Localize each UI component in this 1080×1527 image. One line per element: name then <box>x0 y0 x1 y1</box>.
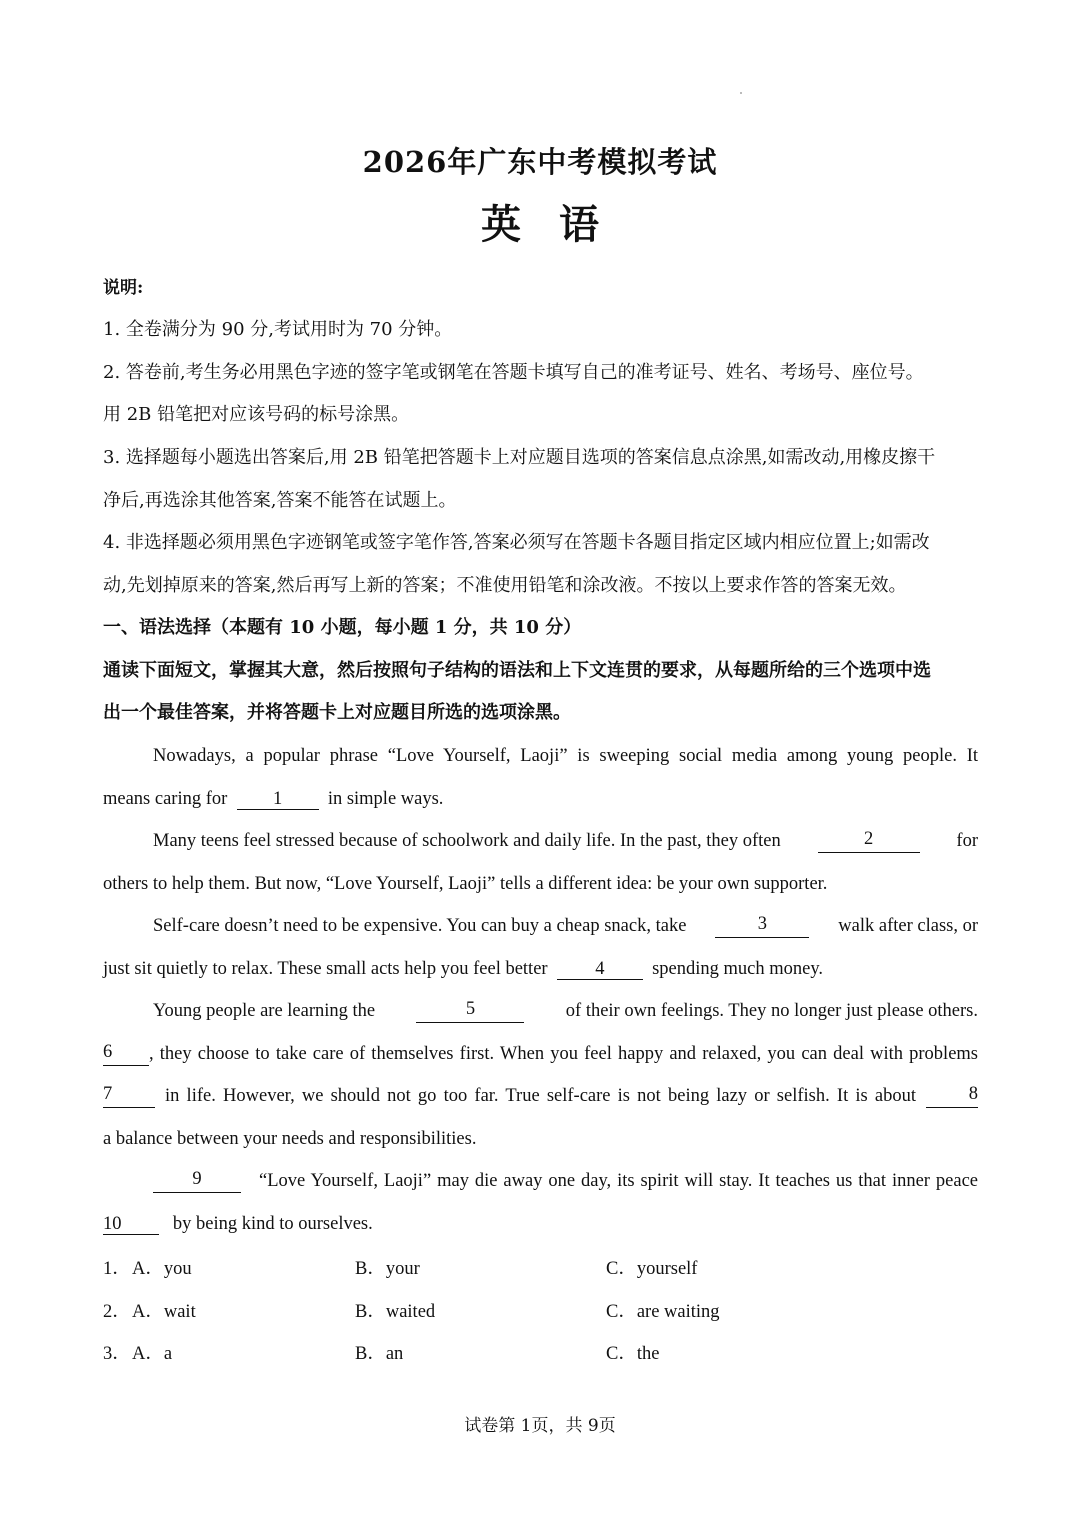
option-a[interactable]: A．a <box>132 1344 173 1364</box>
passage-p2-line-1: Many teens feel stressed because of schoolwork and daily life. In the past, they often 2 for <box>153 829 978 851</box>
instruction-1: 1. 全卷满分为 90 分,考试用时为 70 分钟。 <box>103 319 453 340</box>
option-b[interactable]: B．waited <box>355 1302 436 1322</box>
blank-7: 7 <box>103 1084 155 1108</box>
option-b[interactable]: B．your <box>355 1259 420 1279</box>
instructions-heading: 说明: <box>103 278 144 298</box>
question-number: 1． <box>103 1259 131 1279</box>
passage-p4-line-4: a balance between your needs and responsibilities. <box>103 1129 477 1149</box>
passage-p5-line-1: 9 “Love Yourself, Laoji” may die away one day, its spirit will stay. It teaches us that inner peace <box>153 1169 978 1193</box>
option-b[interactable]: B．an <box>355 1344 404 1364</box>
section-heading: 一、语法选择（本题有 10 小题，每小题 1 分，共 10 分） <box>103 617 582 638</box>
passage-p3-line-1: Self-care doesn’t need to be expensive. You can buy a cheap snack, take 3 walk after class, or <box>153 914 978 936</box>
section-directions-line-1: 通读下面短文，掌握其大意，然后按照句子结构的语法和上下文连贯的要求，从每题所给的三个选项中选 <box>103 660 931 681</box>
blank-3: 3 <box>715 914 809 938</box>
blank-6: 6 <box>103 1042 149 1066</box>
blank-2: 2 <box>818 829 920 853</box>
question-number: 2． <box>103 1302 131 1322</box>
instruction-4-line-2: 动,先划掉原来的答案,然后再写上新的答案；不准使用铅笔和涂改液。不按以上要求作答的答案无效。 <box>103 575 907 596</box>
page-footer: 试卷第 1页，共 9页 <box>464 1416 616 1436</box>
blank-4: 4 <box>557 959 643 980</box>
option-c[interactable]: C．are waiting <box>606 1302 720 1322</box>
option-a[interactable]: A．you <box>132 1259 192 1279</box>
subject-title: 英语 <box>481 201 637 248</box>
blank-8: 8 <box>926 1084 978 1108</box>
question-number: 3． <box>103 1344 131 1364</box>
instruction-2-line-1: 2. 答卷前,考生务必用黑色字迹的签字笔或钢笔在答题卡填写自己的准考证号、姓名、考场号、座位号。 <box>103 362 924 383</box>
passage-p3-line-2: just sit quietly to relax. These small acts help you feel better 4 spending much money. <box>103 959 824 979</box>
instruction-2-line-2: 用 2B 铅笔把对应该号码的标号涂黑。 <box>103 404 410 425</box>
blank-1: 1 <box>237 789 319 810</box>
exam-title: 2026年广东中考模拟考试 <box>362 145 718 179</box>
instruction-4-line-1: 4. 非选择题必须用黑色字迹钢笔或签字笔作答,答案必须写在答题卡各题目指定区域内相应位置上;如需改 <box>103 532 930 553</box>
passage-p2-line-2: others to help them. But now, “Love Yourself, Laoji” tells a different idea: be your own supporter. <box>103 874 828 894</box>
option-c[interactable]: C．the <box>606 1344 660 1364</box>
section-directions-line-2: 出一个最佳答案，并将答题卡上对应题目所选的选项涂黑。 <box>103 702 571 723</box>
passage-p4-line-1: Young people are learning the 5 of their own feelings. They no longer just please others. <box>153 999 978 1021</box>
passage-p4-line-2: 6 , they choose to take care of themselves first. When you feel happy and relaxed, you can deal with problems <box>103 1042 978 1064</box>
passage-p4-line-3: 7 in life. However, we should not go too far. True self-care is not being lazy or selfish. It is about 8 <box>103 1084 978 1106</box>
blank-10: 10 <box>103 1214 159 1235</box>
option-c[interactable]: C．yourself <box>606 1259 698 1279</box>
instruction-3-line-1: 3. 选择题每小题选出答案后,用 2B 铅笔把答题卡上对应题目选项的答案信息点涂黑,如需改动,用橡皮擦干 <box>103 447 936 468</box>
blank-5: 5 <box>416 999 524 1023</box>
option-a[interactable]: A．wait <box>132 1302 196 1322</box>
blank-9: 9 <box>153 1169 241 1193</box>
instruction-3-line-2: 净后,再选涂其他答案,答案不能答在试题上。 <box>103 490 457 511</box>
passage-p1-line-1: Nowadays, a popular phrase “Love Yourself, Laoji” is sweeping social media among young people. It <box>153 746 978 766</box>
passage-p1-line-2: means caring for 1 in simple ways. <box>103 789 444 809</box>
scan-speck <box>740 92 742 94</box>
passage-p5-line-2: 10 by being kind to ourselves. <box>103 1214 373 1234</box>
